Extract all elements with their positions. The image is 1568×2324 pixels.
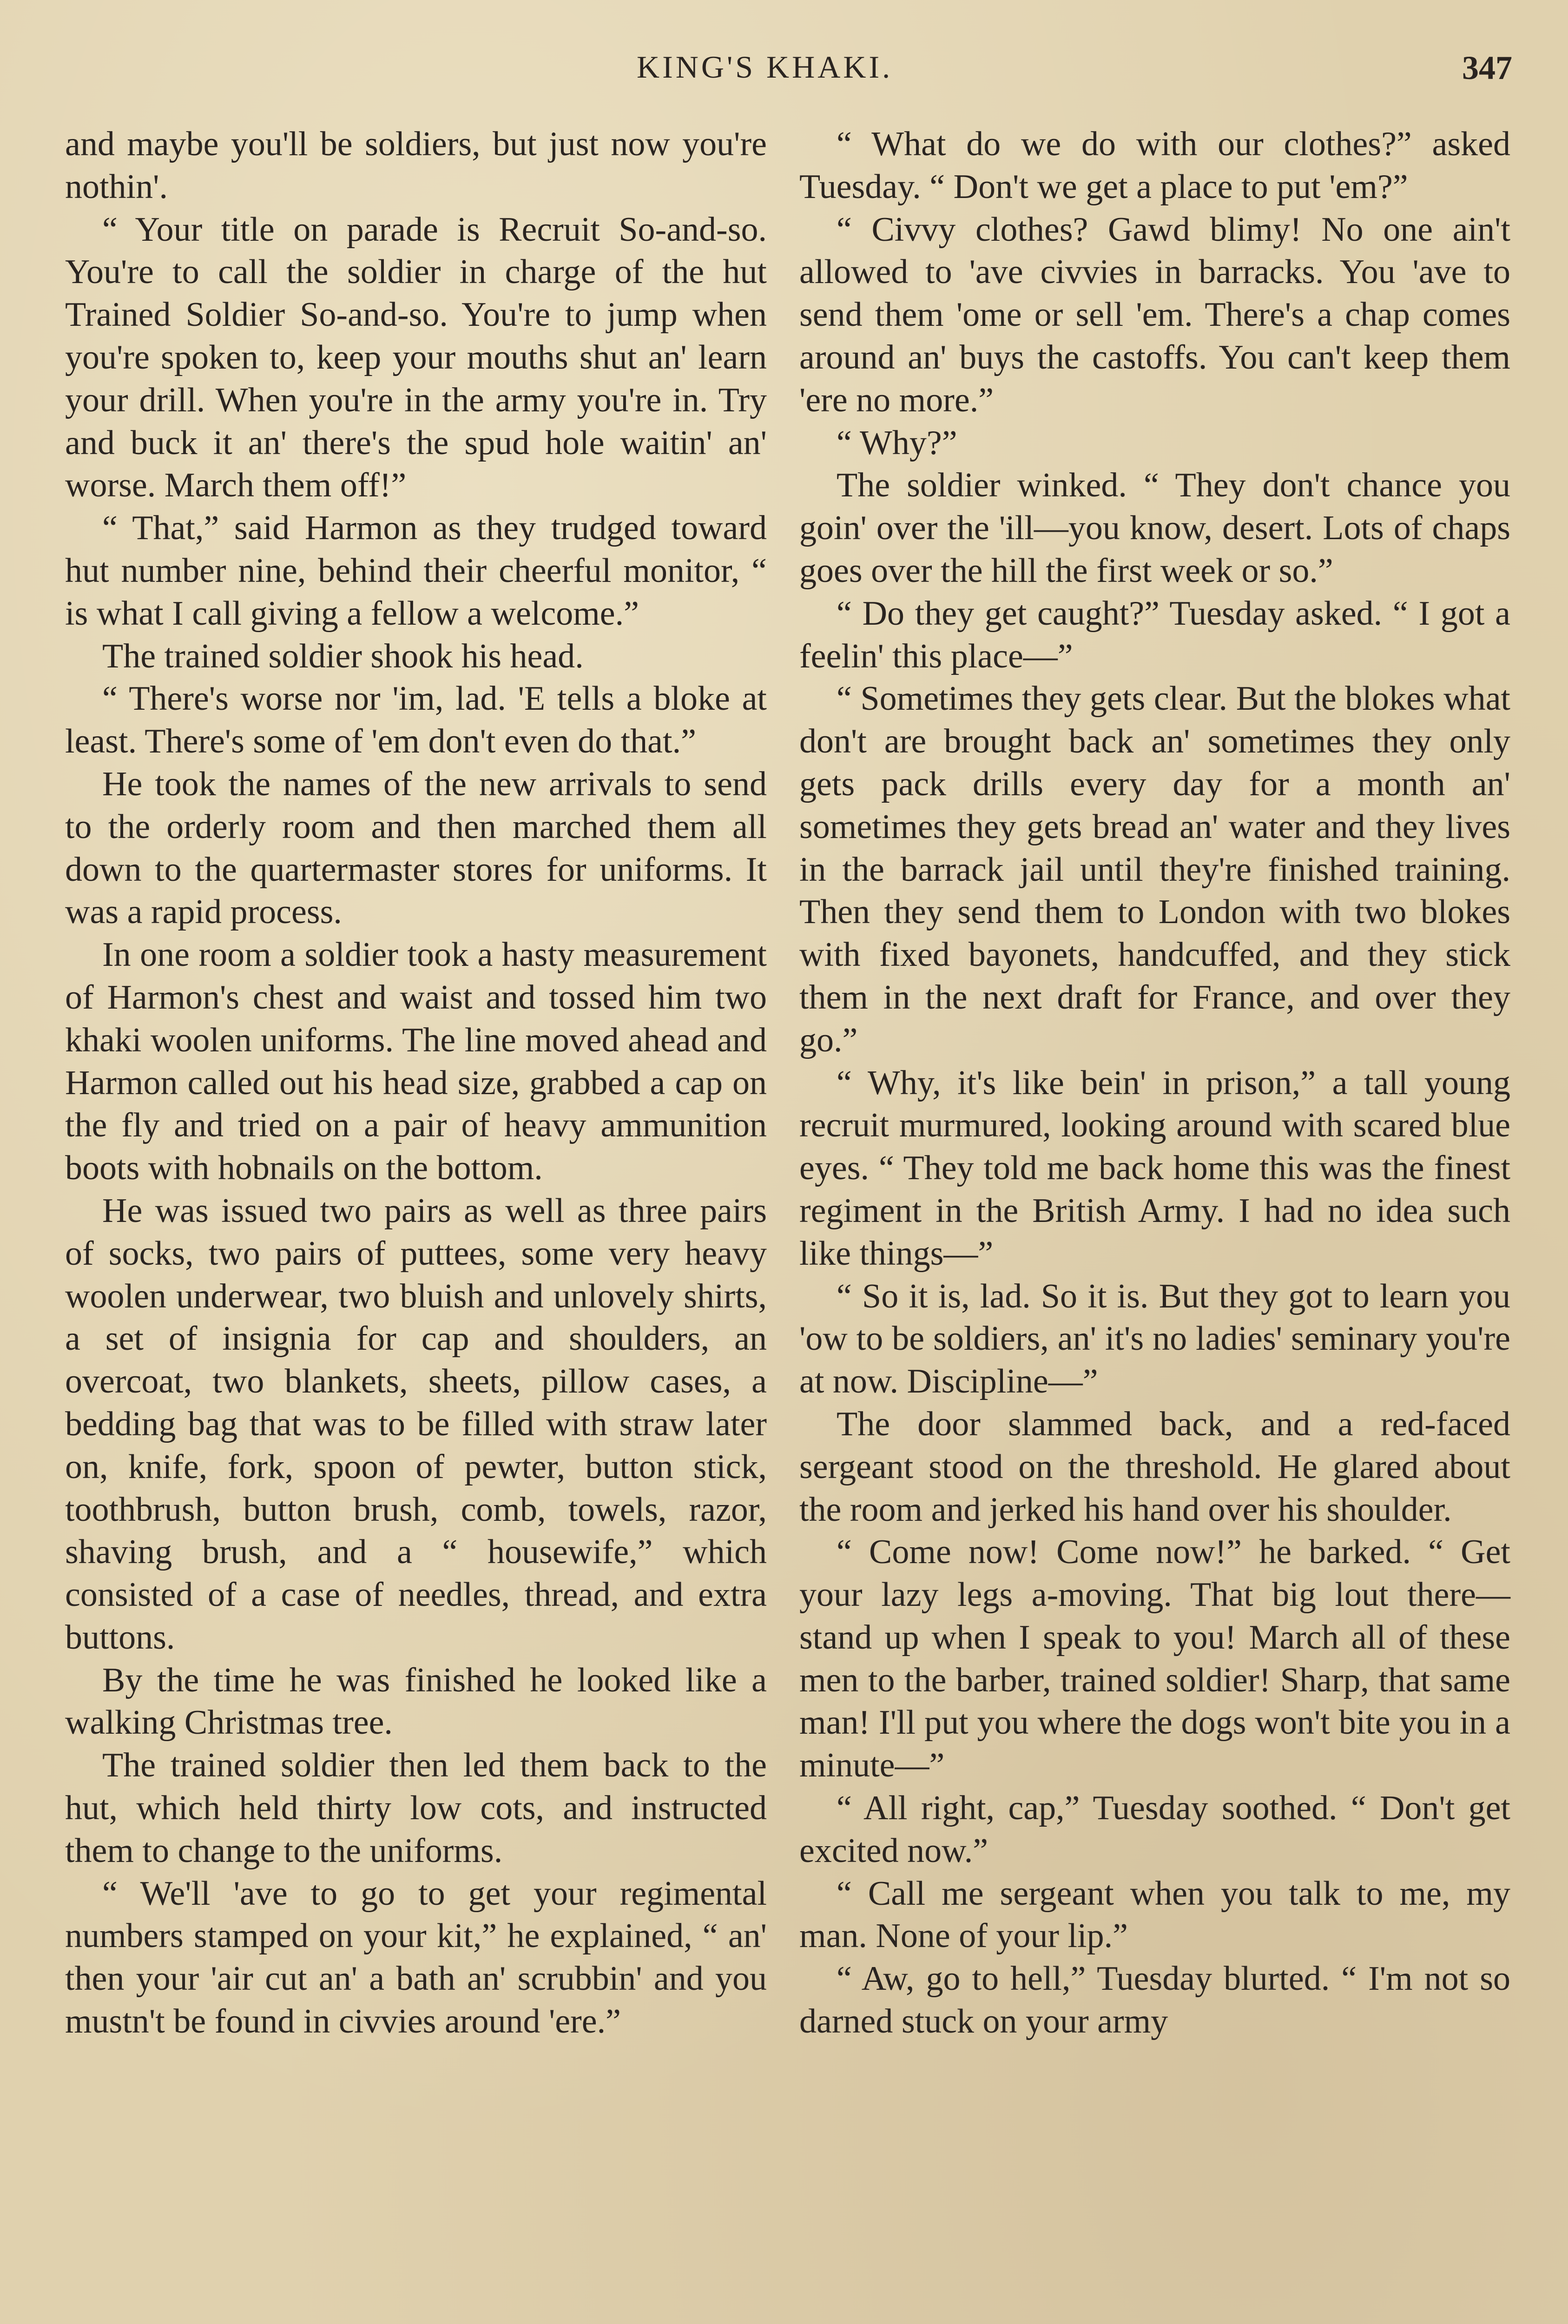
paragraph: “ There's worse nor 'im, lad. 'E tells a bloke at least. There's some of 'em don't even do that.”: [65, 680, 767, 761]
paragraph: “ Call me sergeant when you talk to me, my man. None of your lip.”: [799, 1874, 1510, 1955]
paragraph: He took the names of the new arrivals to send to the orderly room and then marched them all down to the quartermaster stores for uniforms. It was a rapid process.: [65, 765, 767, 931]
paragraph: “ All right, cap,” Tuesday soothed. “ Don't get excited now.”: [799, 1789, 1510, 1870]
paragraph: “ So it is, lad. So it is. But they got to learn you 'ow to be soldiers, an' it's no ladies' seminary you're at now. Discipline—”: [799, 1277, 1510, 1401]
paragraph: “ We'll 'ave to go to get your regimental numbers stamped on your kit,” he explained, “ an' then your 'air cut an' a bath an' scrubbin' and you mustn't be found in civvies around 'ere.”: [65, 1874, 767, 2041]
paragraph: “ That,” said Harmon as they trudged toward hut number nine, behind their cheerful monitor, “ is what I call giving a fellow a welcome.”: [65, 509, 767, 633]
paragraph: The trained soldier then led them back to the hut, which held thirty low cots, and instructed them to change to the uniforms.: [65, 1746, 767, 1870]
paragraph: In one room a soldier took a hasty measurement of Harmon's chest and waist and tossed him two khaki woolen uniforms. The line moved ahead and Harmon called out his head size, grabbed a cap on the fly and tried on a pair of heavy ammunition boots with hobnails on the bottom.: [65, 936, 767, 1188]
paragraph: “ Your title on parade is Recruit So-and-so. You're to call the soldier in charge of the hut Trained Soldier So-and-so. You're to jump when you're spoken to, keep your mouths shut an' learn your drill. When you're in the army you're in. Try and buck it an' there's the spud hole waitin' an' worse. March them off!”: [65, 210, 767, 505]
page-number: 347: [1462, 49, 1512, 86]
paragraph: “ Aw, go to hell,” Tuesday blurted. “ I'm not so darned stuck on your army: [799, 1960, 1510, 2041]
running-title: KING'S KHAKI.: [637, 49, 893, 85]
paragraph: “ Why, it's like bein' in prison,” a tall young recruit murmured, looking around with scared blue eyes. “ They told me back home this was the finest regiment in the British Army. I had no idea such like things—”: [799, 1063, 1510, 1273]
paragraph: The trained soldier shook his head.: [102, 637, 584, 675]
left-text-column: [65, 123, 767, 2043]
paragraph: He was issued two pairs as well as three pairs of socks, two pairs of puttees, some very heavy woolen underwear, two bluish and unlovely shirts, a set of insignia for cap and shoulders, an overcoat, two blankets, sheets, pillow cases, a bedding bag that was to be filled with straw later on, knife, fork, spoon of pewter, button stick, toothbrush, button brush, comb, towels, razor, shaving brush, and a “ housewife,” which consisted of a case of needles, thread, and extra buttons.: [65, 1191, 767, 1657]
paragraph: “ Civvy clothes? Gawd blimy! No one ain't allowed to 'ave civvies in barracks. You 'ave to send them 'ome or sell 'em. There's a chap comes around an' buys the castoffs. You can't keep them 'ere no more.”: [799, 210, 1510, 419]
right-text-column: [799, 123, 1510, 2043]
paragraph: The door slammed back, and a red-faced sergeant stood on the threshold. He glared about the room and jerked his hand over his shoulder.: [799, 1405, 1510, 1529]
paragraph: and maybe you'll be soldiers, but just now you're nothin'.: [65, 125, 767, 206]
paragraph: “ Do they get caught?” Tuesday asked. “ I got a feelin' this place—”: [799, 594, 1510, 675]
paragraph: The soldier winked. “ They don't chance you goin' over the 'ill—you know, desert. Lots of chaps goes over the hill the first week or so.”: [799, 466, 1510, 590]
paragraph: “ Why?”: [837, 423, 957, 462]
paragraph: “ Come now! Come now!” he barked. “ Get your lazy legs a-moving. That big lout there—stand up when I speak to you! March all of these men to the barber, trained soldier! Sharp, that same man! I'll put you where the dogs won't bite you in a minute—”: [799, 1533, 1510, 1785]
paragraph: “ Sometimes they gets clear. But the blokes what don't are brought back an' sometimes they only gets pack drills every day for a month an' sometimes they gets bread an' water and they lives in the barrack jail until they're finished training. Then they send them to London with two blokes with fixed bayonets, handcuffed, and they stick them in the next draft for France, and over they go.”: [799, 680, 1510, 1059]
paragraph: “ What do we do with our clothes?” asked Tuesday. “ Don't we get a place to put 'em?”: [799, 125, 1510, 206]
paragraph: By the time he was finished he looked like a walking Christmas tree.: [65, 1661, 767, 1742]
